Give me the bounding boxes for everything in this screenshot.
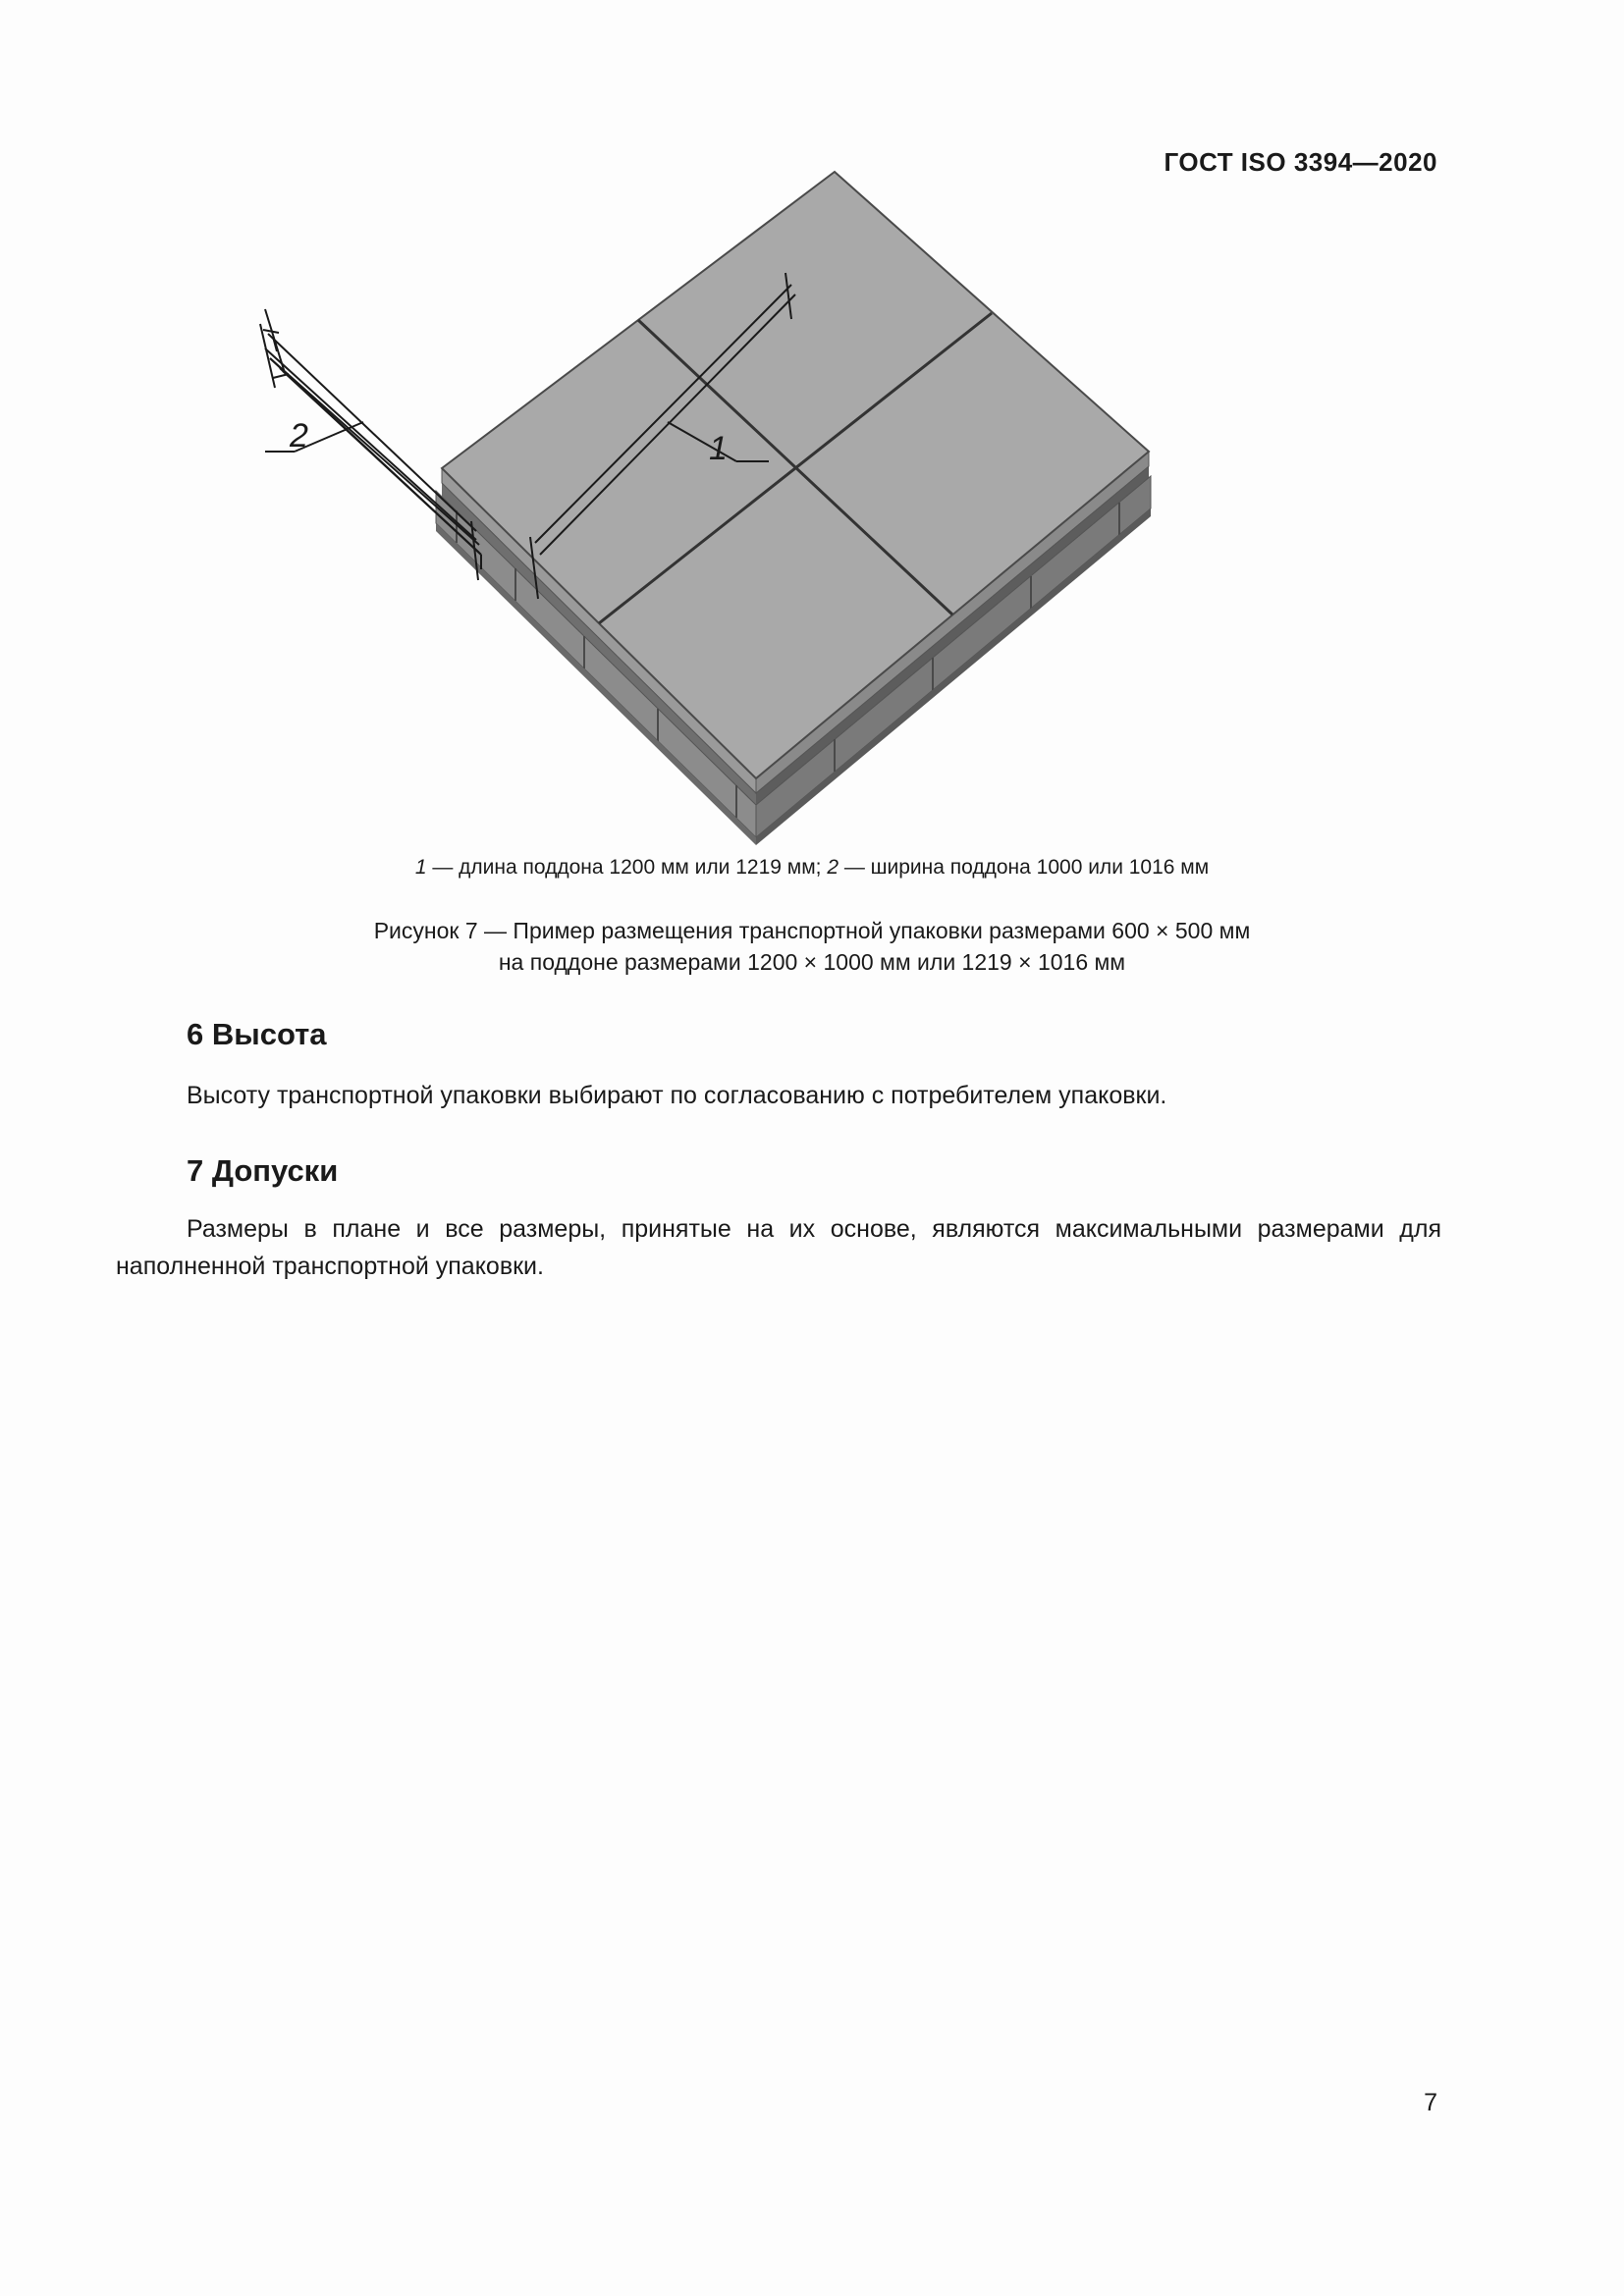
legend-item1-number: 1 (414, 856, 427, 879)
pallet-figure (290, 231, 1227, 820)
figure-legend (0, 856, 1624, 880)
section-7-body: Размеры в плане и все размеры, принятые на их основе, являются максимальными размерами для наполненной транспортной упаковки. (116, 1215, 1441, 1280)
page-number: 7 (1424, 2089, 1437, 2116)
legend-item2-text: — ширина поддона 1000 или 1016 мм (839, 856, 1210, 879)
caption-line-1: Рисунок 7 — Пример размещения транспортной упаковки размерами 600 × 500 мм (373, 918, 1251, 943)
legend-item1-text: — длина поддона 1200 мм или 1219 мм; (426, 856, 828, 879)
callout-2: 2 (290, 417, 308, 454)
section-7-title: 7 Допуски (187, 1153, 339, 1188)
packages-top (442, 172, 1149, 793)
document-code: ГОСТ ISO 3394—2020 (1164, 147, 1437, 177)
section-6-title: 6 Высота (187, 1017, 327, 1051)
callout-1: 1 (709, 430, 728, 467)
pallet-illustration (290, 231, 1227, 820)
figure-caption (0, 915, 1624, 978)
section-6-body: Высоту транспортной упаковки выбирают по согласованию с потребителем упаковки. (187, 1082, 1167, 1109)
legend-item2-number: 2 (827, 856, 839, 879)
caption-line-2: на поддоне размерами 1200 × 1000 мм или 1219 × 1016 мм (498, 949, 1126, 975)
